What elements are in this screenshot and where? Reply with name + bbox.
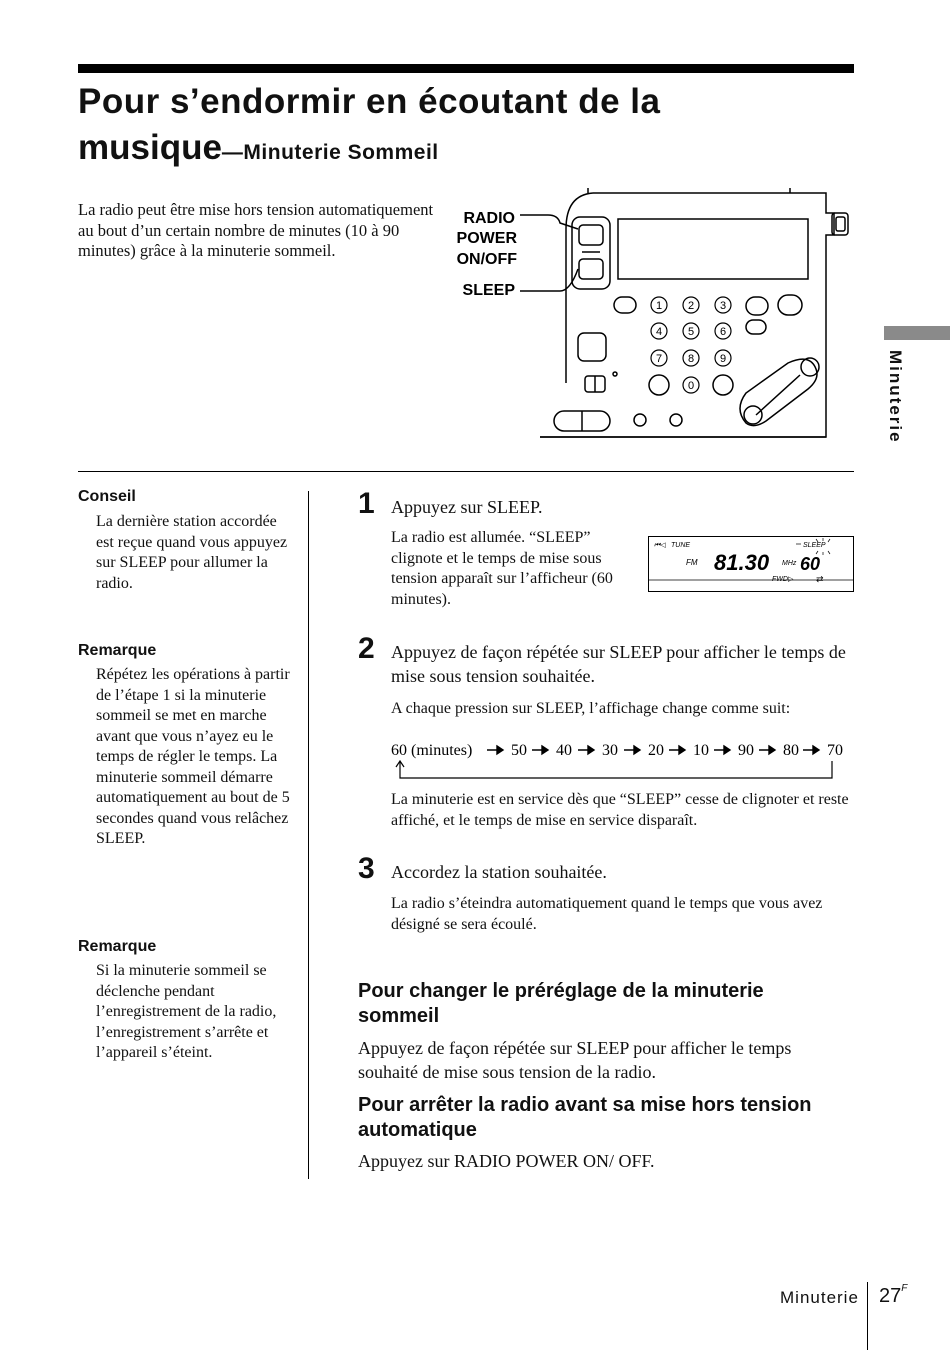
key-3: 3 [719,300,727,312]
lcd-fwd: FWD [772,576,788,583]
section-divider [78,471,854,472]
sequence-value: 60 (minutes) [391,742,473,759]
sequence-value: 90 [738,742,754,759]
sequence-arrow [487,746,503,754]
note-body-conseil: La dernière station accordée est reçue quand vous appuyez sur SLEEP pour allumer la radio. [96,513,288,592]
note-heading-remarque-1: Remarque [78,642,157,659]
step-number-3: 3 [358,852,375,885]
sequence-arrow [669,746,685,754]
sequence-loop-arrow [396,761,832,778]
key-6: 6 [719,326,727,338]
key-5: 5 [687,326,695,338]
lcd-sleep: SLEEP [803,542,826,549]
sequence-arrow [759,746,775,754]
step-title-2: Appuyez de façon répétée sur SLEEP pour afficher le temps de mise sous tension souhaitée. [391,642,846,686]
note-body-remarque-2: Si la minuterie sommeil se déclenche pendant l’enregistrement de la radio, l’enregistrement s’arrête et l’appareil s’éteint. [96,962,277,1061]
sequence-arrow [714,746,730,754]
label-radio: RADIO [463,210,515,227]
lcd-unit: MHz [782,560,797,567]
label-power: POWER [456,230,517,247]
sequence-value: 50 [511,742,527,759]
sequence-value: 70 [827,742,843,759]
page-number-suffix: F [901,1283,908,1294]
key-7: 7 [655,353,663,365]
intro-paragraph: La radio peut être mise hors tension automatiquement au bout d’un certain nombre de minutes (10 à 90 minutes) grâce à la minuterie sommeil. [78,200,434,260]
lcd-tune: TUNE [671,542,691,549]
side-tab-marker [884,326,950,340]
sequence-arrow [578,746,594,754]
section-body-change: Appuyez de façon répétée sur SLEEP pour afficher le temps souhaité de mise sous tension de la radio. [358,1038,792,1082]
sequence-value: 20 [648,742,664,759]
step-number-2: 2 [358,632,375,665]
page-title-line2 [78,128,439,168]
note-heading-conseil: Conseil [78,488,136,505]
step-number-1: 1 [358,487,375,520]
step-title-1: Appuyez sur SLEEP. [391,497,543,517]
sequence-arrow [532,746,548,754]
svg-text:⇄: ⇄ [816,574,824,584]
section-body-stop: Appuyez sur RADIO POWER ON/ OFF. [358,1151,655,1171]
note-heading-remarque-2: Remarque [78,938,157,955]
sequence-value: 10 [693,742,709,759]
lcd-minutes: 60 [800,554,821,574]
radio-device-illustration [448,183,860,445]
column-divider [308,491,309,1179]
sequence-arrow [803,746,819,754]
page-title-main: musique [78,128,222,167]
key-1: 1 [655,300,663,312]
section-heading-stop: Pour arrêter la radio avant sa mise hors tension automatique [358,1094,812,1141]
svg-text:▷: ▷ [788,576,794,583]
top-rule [78,64,854,73]
side-tab-label: Minuterie [886,350,905,444]
label-sleep: SLEEP [462,282,515,299]
page-number [879,1285,907,1308]
step-title-3: Accordez la station souhaitée. [391,862,607,882]
label-onoff: ON/OFF [456,251,517,268]
footer-section-label: Minuterie [780,1288,859,1307]
key-4: 4 [655,326,663,338]
footer-divider [867,1282,868,1350]
section-heading-change: Pour changer le préréglage de la minuterie sommeil [358,980,764,1027]
sequence-arrow [624,746,640,754]
step-body-1: La radio est allumée. “SLEEP” clignote et le temps de mise sous tension apparaît sur l’afficheur (60 minutes). [391,529,613,608]
key-8: 8 [687,353,695,365]
sequence-value: 40 [556,742,572,759]
lcd-band: FM [686,558,698,567]
note-body-remarque-1: Répétez les opérations à partir de l’étape 1 si la minuterie sommeil se met en marche avant que vous n’ayez eu le temps de régler le temps. La minuterie sommeil démarre automatiquement au bout de 5 secondes quand vous relâchez SLEEP. [96,666,290,847]
sequence-value: 80 [783,742,799,759]
key-2: 2 [687,300,695,312]
step-body-2b: La minuterie est en service dès que “SLEEP” cesse de clignoter et reste affiché, et le temps de mise en service disparaît. [391,791,849,829]
sequence-value: 30 [602,742,618,759]
step-body-3: La radio s’éteindra automatiquement quand le temps que vous avez désigné se sera écoulé. [391,895,823,933]
page-number-value: 27 [879,1285,902,1307]
page-title: Pour s’endormir en écoutant de la [78,82,661,121]
page-subtitle: —Minuterie Sommeil [221,141,439,164]
svg-text:⏮◁: ⏮◁ [654,542,666,549]
lcd-frequency: 81.30 [714,550,770,575]
key-9: 9 [719,353,727,365]
step-body-2: A chaque pression sur SLEEP, l’affichage change comme suit: [391,700,791,717]
lcd-display-illustration [648,536,854,592]
sleep-sequence-diagram [391,740,851,782]
key-0: 0 [687,380,695,392]
